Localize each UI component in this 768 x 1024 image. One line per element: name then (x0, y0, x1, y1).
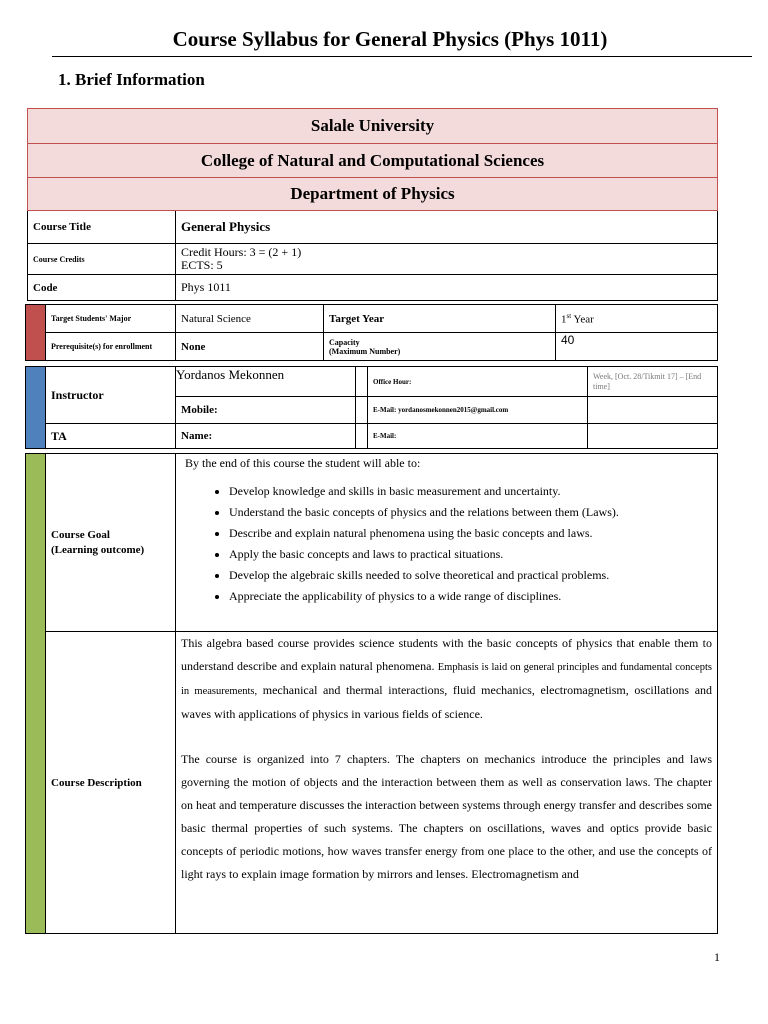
prerequisite-label: Prerequisite(s) for enrollment (46, 333, 176, 361)
list-item: • Develop the algebraic skills needed to solve theoretical and practical problems. (229, 565, 712, 586)
section-heading: 1. Brief Information (58, 70, 205, 89)
list-item: • Appreciate the applicability of physics to a wide range of disciplines. (229, 586, 712, 607)
course-description-label: Course Description (46, 632, 176, 934)
list-item: • Develop knowledge and skills in basic measurement and uncertainty. (229, 481, 712, 502)
ta-email-label: E-Mail: (368, 424, 588, 449)
list-item: • Describe and explain natural phenomena using the basic concepts and laws. (229, 523, 712, 544)
course-info-table (27, 108, 718, 301)
description-paragraph-1: This algebra based course provides science students with the basic concepts of physics that enable them to understand describe and explain natural phenomena. Emphasis is laid on general principles and fundamental concepts in measurements, mechanical and thermal interactions, fluid mechanics, electromagnetism, oscillations and waves with applications of physics in various fields of science. (181, 636, 713, 721)
instructor-label: Instructor (46, 367, 176, 424)
mobile-label: Mobile: (176, 397, 356, 424)
course-title-value: General Physics (176, 211, 718, 244)
course-goal-content (176, 454, 718, 632)
course-title-label: Course Title (28, 211, 176, 244)
credit-hours: Credit Hours: 3 = (2 + 1) (181, 245, 302, 259)
ta-spacer (356, 424, 368, 449)
target-major-value: Natural Science (176, 305, 324, 333)
course-credits-value (176, 244, 718, 275)
college-name: College of Natural and Computational Sciences (28, 144, 718, 178)
capacity-value: 40 (556, 333, 718, 361)
university-name: Salale University (28, 109, 718, 144)
mobile-spacer (356, 397, 368, 424)
office-hour-label: Office Hour: (368, 367, 588, 397)
goal-list (181, 481, 712, 607)
list-item: • Understand the basic concepts of physics and the relations between them (Laws). (229, 502, 712, 523)
red-accent-bar (26, 305, 46, 361)
instructor-table (25, 366, 718, 449)
document-title: Course Syllabus for General Physics (Phys 1011) (172, 27, 608, 51)
description-paragraph-2: The course is organized into 7 chapters. The chapters on mechanics introduce the principles and laws governing the motion of objects and the interaction between them as well as conservation laws. The chapter on heat and temperature discusses the interaction between systems through energy transfer and describes some basic thermal properties of such systems. The chapters on oscillations, waves and optics provide basic concepts of periodic motions, how waves transfer energy from one place to the other, and use the concepts of light rays to explain image formation by mirrors and lenses. Electromagnetism and (181, 752, 712, 881)
ta-label: TA (46, 424, 176, 449)
department-name: Department of Physics (28, 178, 718, 211)
course-credits-label: Course Credits (28, 244, 176, 275)
instructor-spacer (356, 367, 368, 397)
ta-name-label: Name: (176, 424, 356, 449)
page-number: 1 (714, 950, 720, 964)
course-description-content (176, 632, 718, 934)
goal-intro: By the end of this course the student will able to: (185, 456, 421, 470)
course-goal-label: Course Goal (Learning outcome) (46, 454, 176, 632)
target-year-value: 1st Year (556, 305, 718, 333)
green-accent-bar (26, 454, 46, 934)
capacity-label: Capacity (Maximum Number) (324, 333, 556, 361)
instructor-email-value (588, 397, 718, 424)
list-item: • Apply the basic concepts and laws to practical situations. (229, 544, 712, 565)
instructor-email: E-Mail: yordanosmekonnen2015@gmail.com (368, 397, 588, 424)
instructor-name: Yordanos Mekonnen (176, 367, 356, 397)
target-students-table (25, 304, 718, 361)
course-goal-table (25, 453, 718, 934)
code-value: Phys 1011 (176, 275, 718, 301)
target-year-label: Target Year (324, 305, 556, 333)
office-hour-value: Week, [Oct. 28/Tikmit 17] – [End time] (588, 367, 718, 397)
blue-accent-bar (26, 367, 46, 449)
ects: ECTS: 5 (181, 258, 223, 272)
prerequisite-value: None (176, 333, 324, 361)
target-major-label: Target Students' Major (46, 305, 176, 333)
code-label: Code (28, 275, 176, 301)
title-rule (52, 56, 752, 57)
ta-email-value (588, 424, 718, 449)
